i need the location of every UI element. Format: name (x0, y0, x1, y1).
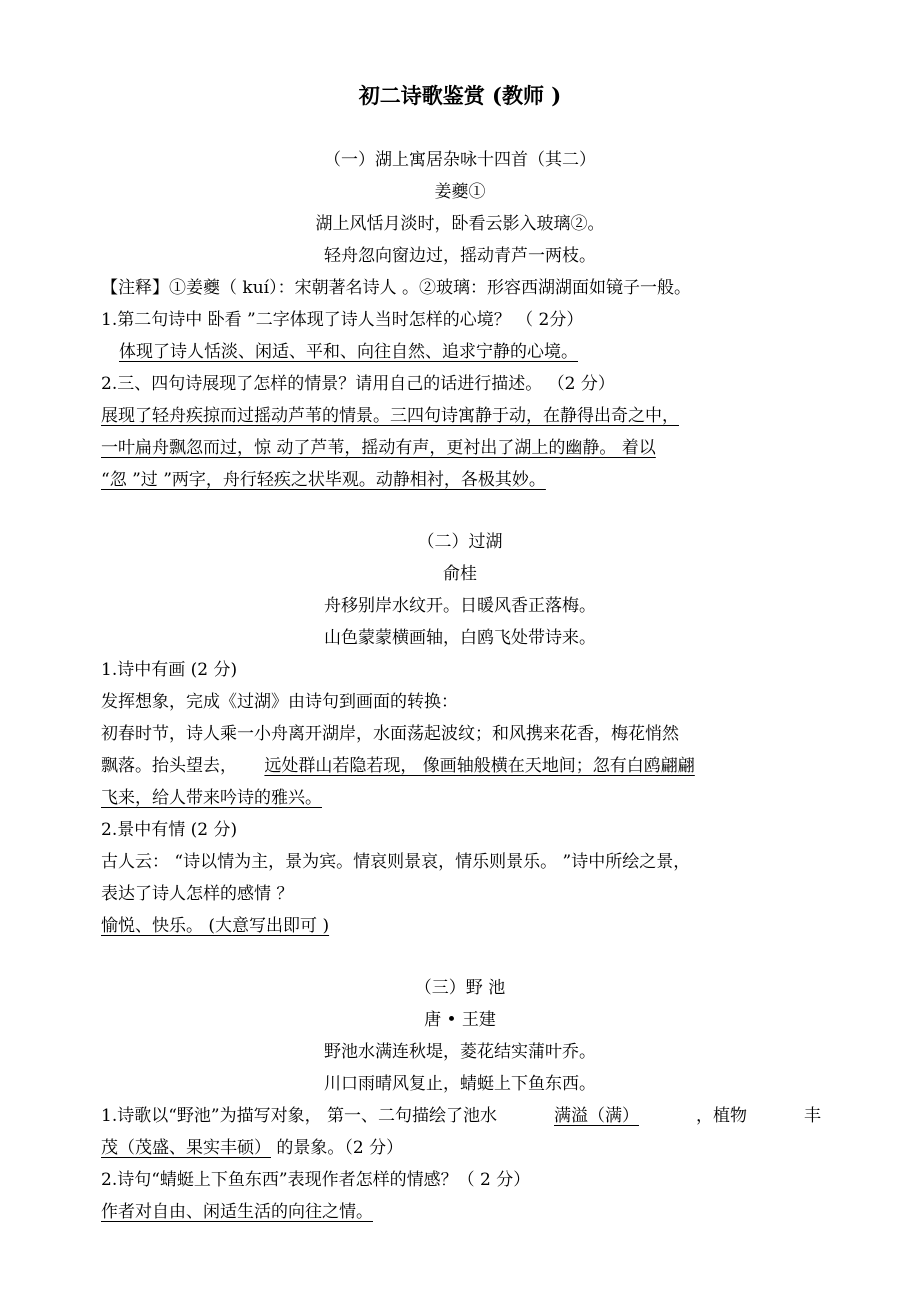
poem3-answer-1-part-1: 满溢（满） (554, 1106, 639, 1126)
poem3-question-1-line-2 (101, 1136, 403, 1160)
poem2-heading: （二）过湖 (417, 532, 503, 552)
poem3-answer-1-part-2: 茂（茂盛、果实丰硕） (101, 1138, 271, 1158)
poem2-answer-1-part-1: 远处群山若隐若现， 像画轴般横在天地间；忽有白鸥翩翩 (264, 756, 695, 776)
poem1-note: 【注释】①姜夔（ kuí）：宋朝著名诗人 。②玻璃：形容西湖湖面如镜子一般。 (101, 278, 691, 298)
poem2-answer-2: 愉悦、快乐。 (大意写出即可 ) (101, 916, 330, 936)
poem2-question-2-text-2: 表达了诗人怎样的感情 ？ (101, 884, 294, 904)
poem1-question-2: 2.三、四句诗展现了怎样的情景？请用自己的话进行描述。 （2 分） (101, 374, 615, 394)
poem1-answer-2-line-1: 展现了轻舟疾掠而过摇动芦苇的情景。三四句诗寓静于动，在静得出奇之中， (101, 406, 679, 426)
poem1-answer-1: 体现了诗人恬淡、闲适、平和、向往自然、追求宁静的心境。 (119, 342, 578, 362)
poem3-question-2: 2.诗句“蜻蜓上下鱼东西”表现作者怎样的情感？（ 2 分） (101, 1170, 531, 1190)
poem3-line-1: 野池水满连秋堤，菱花结实蒲叶乔。 (324, 1042, 596, 1062)
poem3-q1-end: 丰 (803, 1106, 821, 1126)
poem2-author: 俞桂 (443, 564, 477, 584)
poem2-question-1-text-1: 初春时节，诗人乘一小舟离开湖岸，水面荡起波纹；和风携来花香，梅花悄然 (101, 724, 679, 744)
poem3-author: 唐 • 王建 (424, 1010, 496, 1030)
poem3-q1-mid: ，植物 (695, 1106, 747, 1126)
poem3-heading: （三）野 池 (414, 978, 506, 998)
poem2-question-1-text-2 (101, 754, 695, 778)
poem2-question-1-prompt: 发挥想象，完成《过湖》由诗句到画面的转换： (101, 692, 458, 712)
poem2-line-2: 山色蒙蒙横画轴，白鸥飞处带诗来。 (324, 628, 596, 648)
poem2-question-2: 2.景中有情 (2 分) (101, 820, 238, 840)
poem2-question-2-text-1: 古人云： “诗以情为主，景为宾。情哀则景哀，情乐则景乐。 ”诗中所绘之景， (101, 852, 691, 872)
poem3-q1-suffix: 的景象。（2 分） (276, 1138, 404, 1158)
poem1-author: 姜夔① (434, 182, 486, 202)
poem2-line-1: 舟移别岸水纹开。日暖风香正落梅。 (324, 596, 596, 616)
poem2-text-2-prefix: 飘落。抬头望去， (101, 756, 237, 776)
page-title: 初二诗歌鉴赏 (教师 ) (358, 83, 562, 108)
poem1-line-2: 轻舟忽向窗边过，摇动青芦一两枝。 (324, 246, 596, 266)
poem3-line-2: 川口雨晴风复止，蜻蜓上下鱼东西。 (324, 1074, 596, 1094)
poem3-answer-2: 作者对自由、闲适生活的向往之情。 (101, 1202, 373, 1222)
poem3-q1-prefix: 1.诗歌以“野池”为描写对象， 第一、二句描绘了池水 (101, 1106, 498, 1126)
poem1-line-1: 湖上风恬月淡时，卧看云影入玻璃②。 (315, 214, 605, 234)
poem1-answer-2-line-2: 一叶扁舟飘忽而过，惊 动了芦苇，摇动有声，更衬出了湖上的幽静。 着以 (101, 438, 656, 458)
poem3-question-1-line-1 (101, 1104, 821, 1128)
poem1-answer-2-line-3: “忽 ”过 ”两字，舟行轻疾之状毕观。动静相衬，各极其妙。 (101, 470, 546, 490)
poem2-question-1: 1.诗中有画 (2 分) (101, 660, 238, 680)
poem1-heading: （一）湖上寓居杂咏十四首（其二） (324, 150, 596, 170)
poem1-question-1: 1.第二句诗中 卧看 ”二字体现了诗人当时怎样的心境？ （ 2分） (101, 310, 584, 330)
poem2-answer-1-part-2: 飞来，给人带来吟诗的雅兴。 (101, 788, 322, 808)
